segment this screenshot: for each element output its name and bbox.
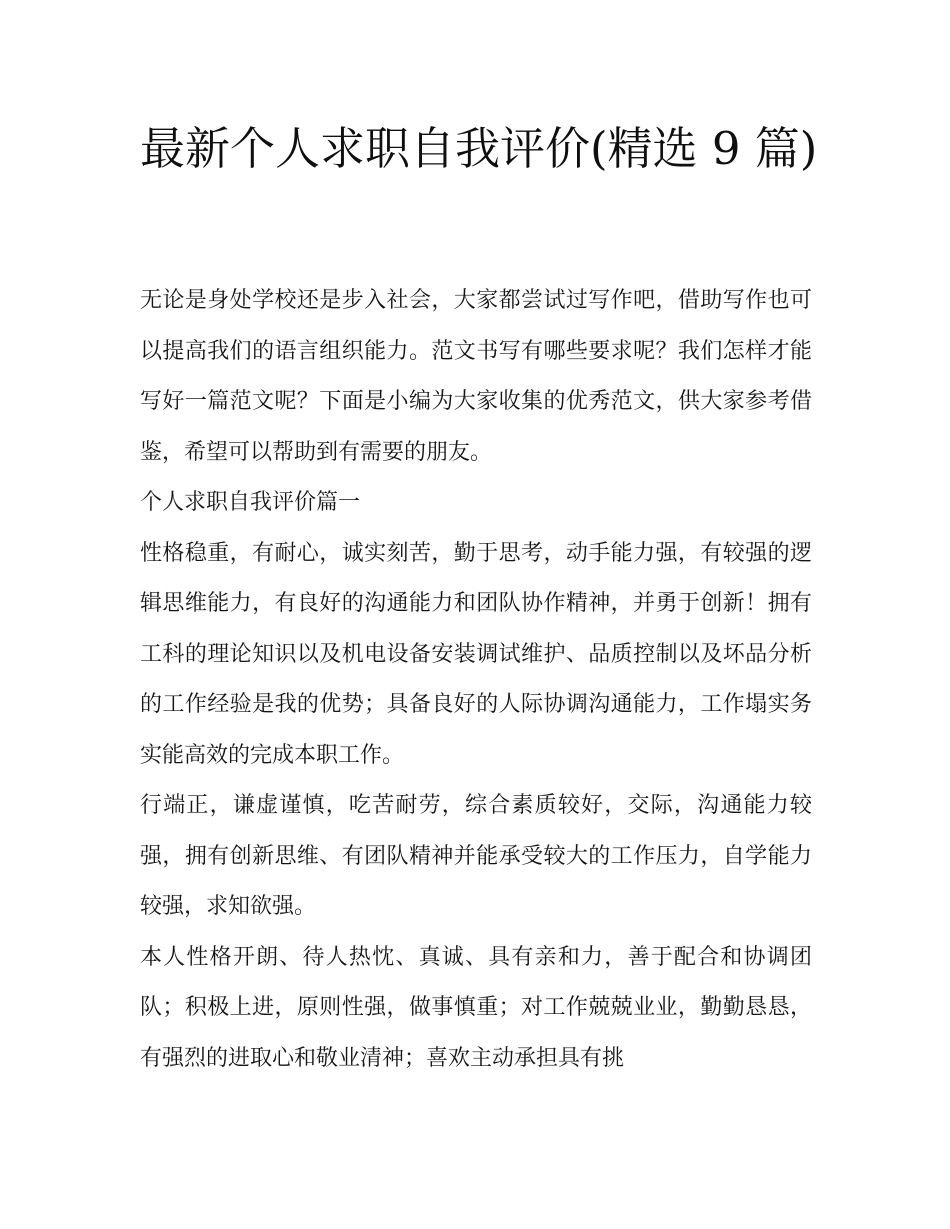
body-paragraph: 性格稳重，有耐心，诚实刻苦，勤于思考，动手能力强，有较强的逻辑思维能力，有良好的沟通能力和团队协作精神，并勇于创新！拥有工科的理论知识以及机电设备安装调试维护、品质控制以及坏品分析的工作经验是我的优势；具备良好的人际协调沟通能力，工作塌实务实能高效的完成本职工作。 <box>140 540 812 768</box>
document-title: 最新个人求职自我评价(精选 9 篇) <box>140 122 818 175</box>
body-paragraph: 本人性格开朗、待人热忱、真诚、具有亲和力，善于配合和协调团队；积极上进，原则性强，做事慎重；对工作兢兢业业，勤勤恳恳，有强烈的进取心和敬业清神；喜欢主动承担具有挑 <box>140 944 812 1071</box>
intro-paragraph: 无论是身处学校还是步入社会，大家都尝试过写作吧，借助写作也可以提高我们的语言组织能力。范文书写有哪些要求呢？我们怎样才能写好一篇范文呢？下面是小编为大家收集的优秀范文，供大家参考借鉴，希望可以帮助到有需要的朋友。 <box>140 288 812 465</box>
body-paragraph: 行端正，谦虚谨慎，吃苦耐劳，综合素质较好，交际，沟通能力较强，拥有创新思维、有团队精神并能承受较大的工作压力，自学能力较强，求知欲强。 <box>140 793 812 919</box>
section-heading: 个人求职自我评价篇一 <box>140 490 361 515</box>
document-body <box>140 276 812 1084</box>
